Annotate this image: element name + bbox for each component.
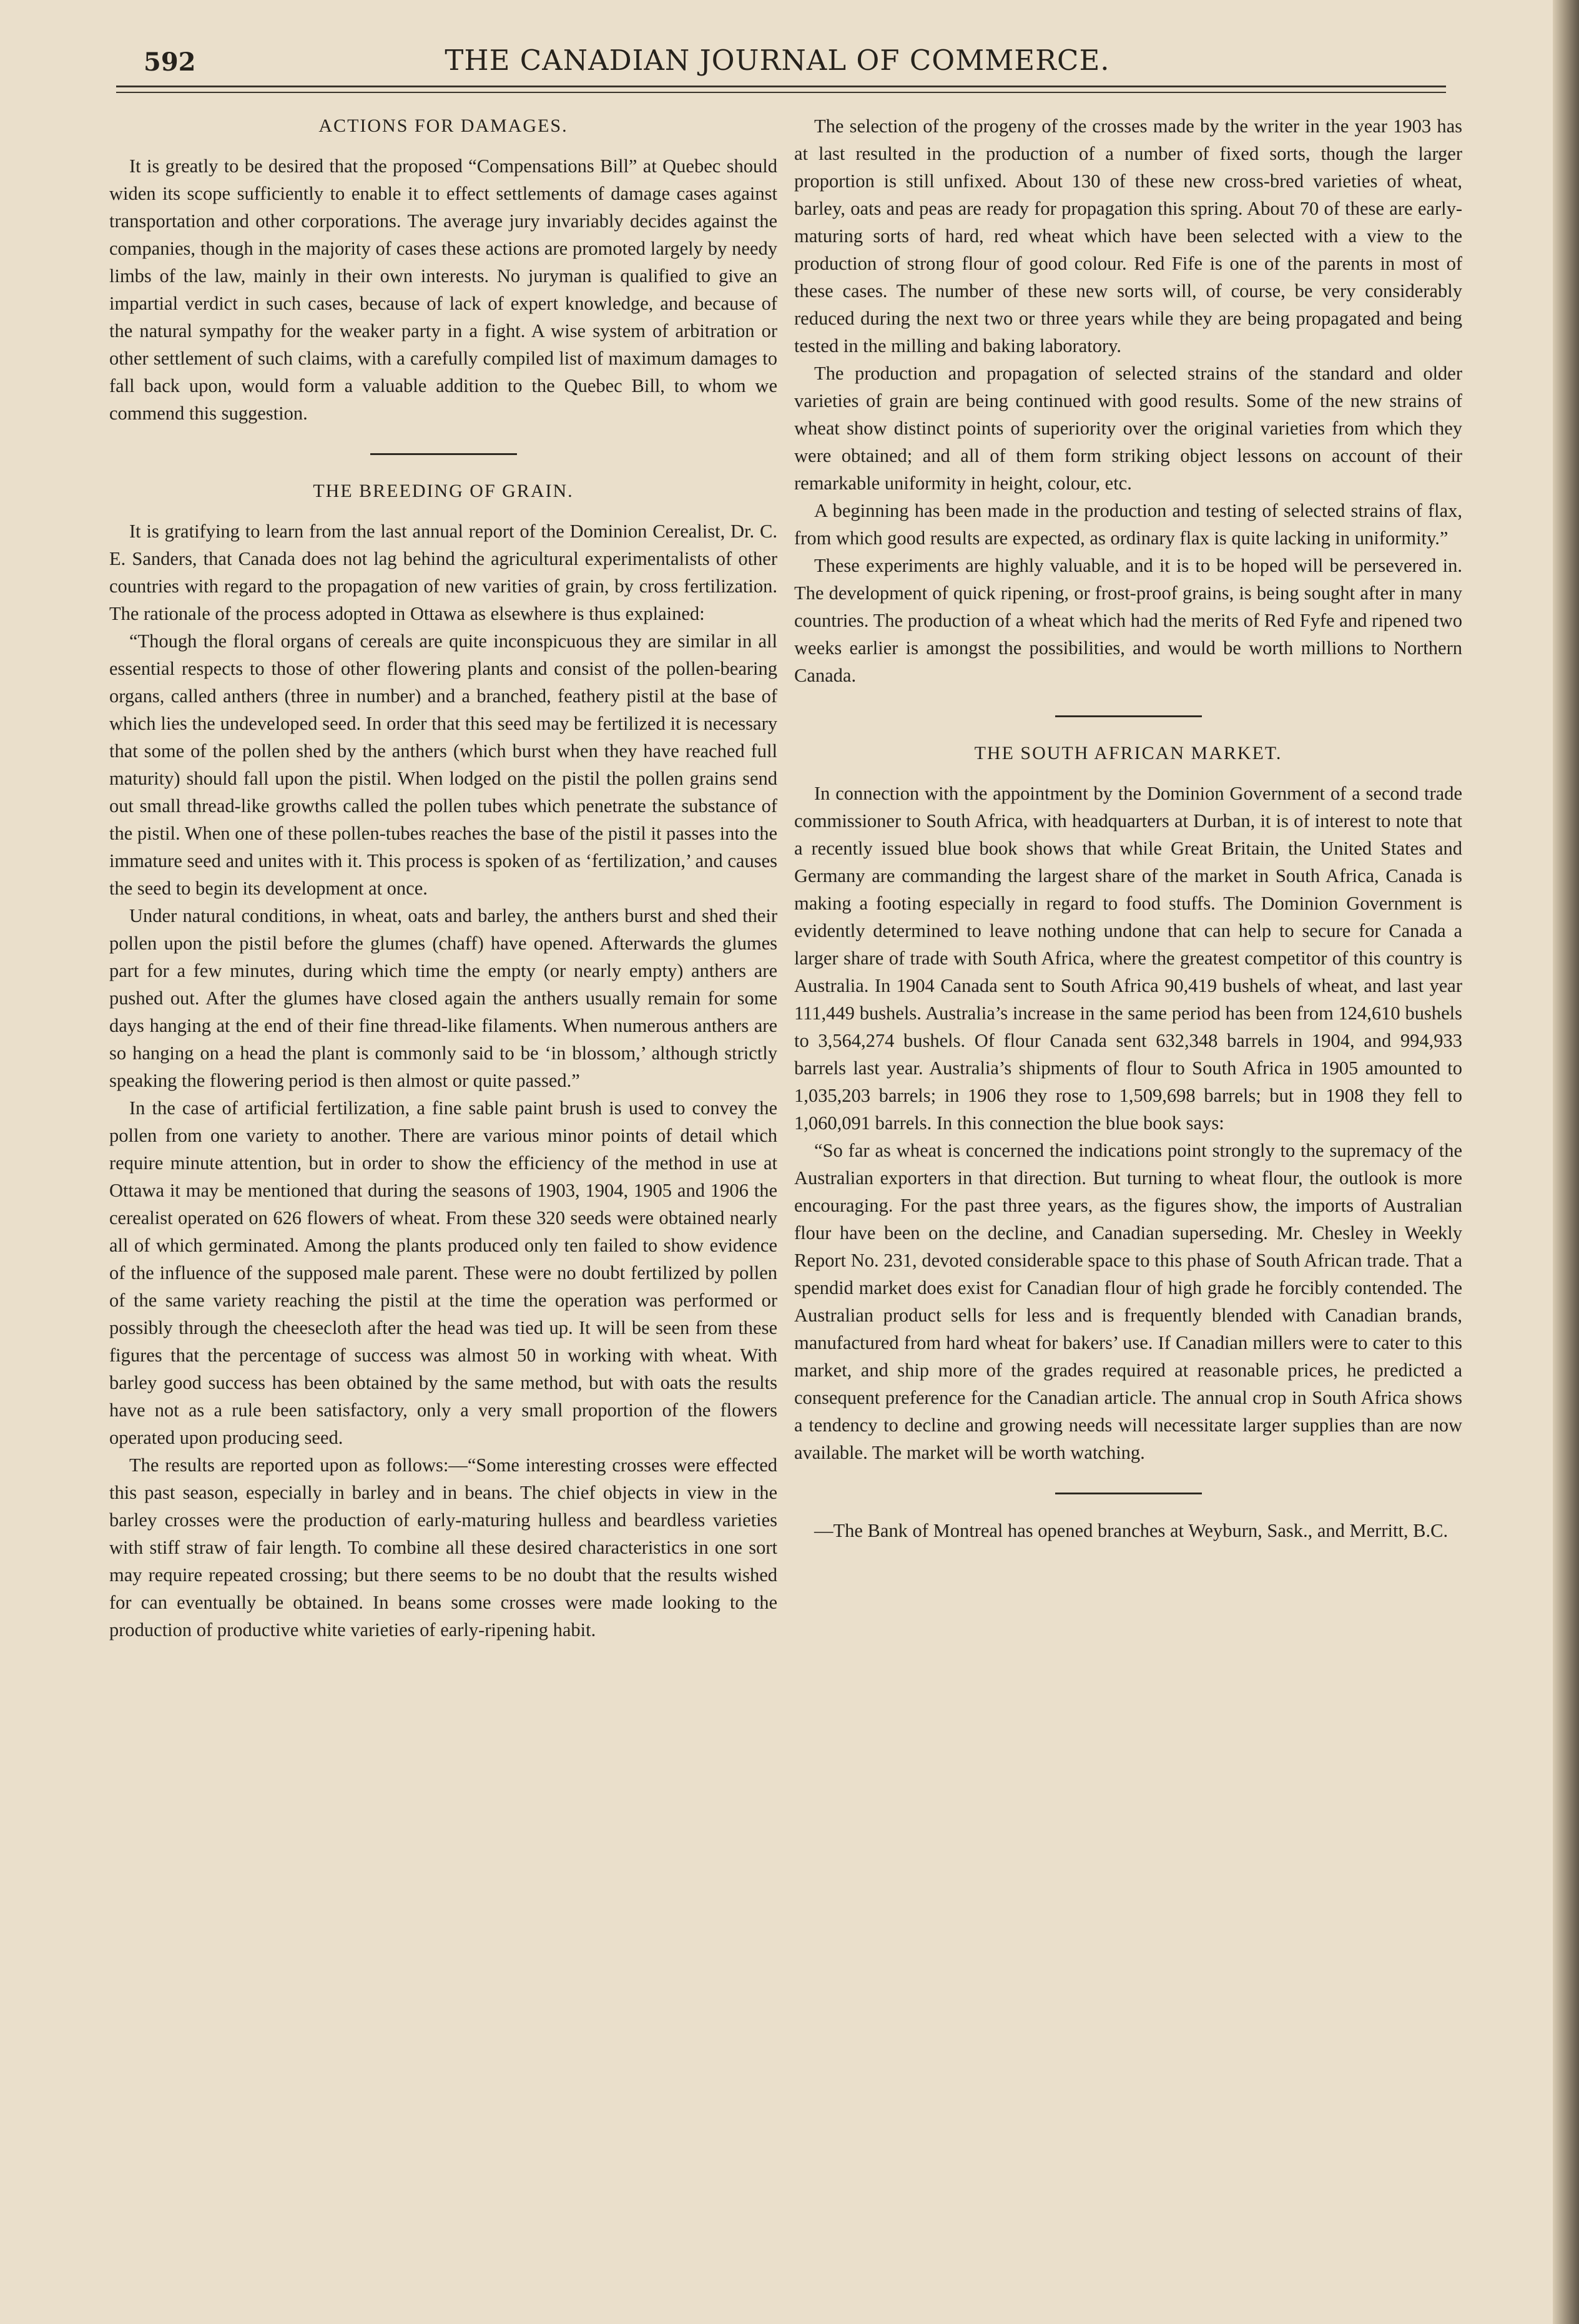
right-column <box>794 112 1462 1544</box>
journal-title: THE CANADIAN JOURNAL OF COMMERCE. <box>445 44 1110 77</box>
article-paragraph: Under natural conditions, in wheat, oats and barley, the anthers burst and shed their pollen upon the pistil before the glumes (chaff) have opened. Afterwards the glumes part for a few minutes, during which time the empty (or nearly empty) anthers are pushed out. After the glumes have closed again the anthers usually remain for some days hanging at the end of their fine thread-like filaments. When numerous anthers are so hanging on a head the plant is commonly said to be ‘in blossom,’ although strictly speaking the flowering period is then almost or quite passed.” <box>109 905 777 1091</box>
article-paragraph: In the case of artificial fertilization, a fine sable paint brush is used to convey the pollen from one variety to another. There are various minor points of detail which require minute attention, but in order to show the efficiency of the method in use at Ottawa it may be mentioned that during the seasons of 1903, 1904, 1905 and 1906 the cerealist operated on 626 flowers of wheat. From these 320 seeds were obtained nearly all of which germinated. Among the plants produced only ten failed to show evidence of the influence of the supposed male parent. These were no doubt fertilized by pollen of the same variety reaching the pistil at the time the operation was performed or possibly through the cheesecloth after the head was tied up. It will be seen from these figures that the percentage of success was almost 50 in working with wheat. With barley good success has been obtained by the same method, but with oats the results have not as a rule been satisfactory, only a very small proportion of the flowers operated upon producing seed. <box>109 1097 777 1448</box>
bank-of-montreal-note: —The Bank of Montreal has opened branches at Weyburn, Sask., and Merritt, B.C. <box>814 1520 1449 1541</box>
section-title-actions-for-damages: ACTIONS FOR DAMAGES. <box>318 115 568 136</box>
article-paragraph: It is greatly to be desired that the proposed “Compensations Bill” at Quebec should widen its scope sufficiently to enable it to effect settlements of damage cases against transportation and other corporations. The average jury invariably decides against the companies, though in the majority of cases these actions are promoted largely by needy limbs of the law, mainly in their own interests. No juryman is qualified to give an impartial verdict in such cases, because of lack of expert knowledge, and because of the natural sympathy for the weaker party in a fight. A wise system of arbitration or other settlement of such claims, with a carefully compiled list of maximum damages to fall back upon, would form a valuable addition to the Quebec Bill, to whom we commend this suggestion. <box>109 155 777 424</box>
article-paragraph: In connection with the appointment by the Dominion Government of a second trade commissioner to South Africa, with headquarters at Durban, it is of interest to note that a recently issued blue book shows that while Great Britain, the United States and Germany are commanding the largest share of the market in South Africa, Canada is making a footing especially in regard to food stuffs. The Dominion Government is evidently determined to leave nothing undone that can help to secure for Canada a larger share of trade with South Africa, where the greatest competitor of this country is Australia. In 1904 Canada sent to South Africa 90,419 bushels of wheat, and last year 111,449 bushels. Australia’s increase in the same period has been from 124,610 bushels to 3,564,274 bushels. Of flour Canada sent 632,348 barrels in 1904, and 994,933 barrels last year. Australia’s shipments of flour to South Africa in 1905 amounted to 1,035,203 barrels; in 1906 they rose to 1,509,698 barrels; but in 1908 they fell to 1,060,091 barrels. In this connection the blue book says: <box>794 783 1462 1134</box>
header-rule-top <box>116 86 1446 87</box>
left-column <box>109 112 777 1644</box>
article-paragraph: The production and propagation of selected strains of the standard and older varieties of grain are being continued with good results. Some of the new strains of wheat show distinct points of superiority over the original varieties from which they were obtained; and all of them form striking object lessons on account of their remarkable uniformity in height, colour, etc. <box>794 363 1462 494</box>
section-title-south-african-market: THE SOUTH AFRICAN MARKET. <box>974 743 1282 763</box>
article-paragraph: It is gratifying to learn from the last annual report of the Dominion Cerealist, Dr. C. E. Sanders, that Canada does not lag behind the agricultural experimentalists of other countries with regard to the propagation of new varities of grain, by cross fertilization. The rationale of the process adopted in Ottawa as elsewhere is thus explained: <box>109 521 777 624</box>
section-divider <box>1055 715 1202 717</box>
article-paragraph: These experiments are highly valuable, and it is to be hoped will be persevered in. The development of quick ripening, or frost-proof grains, is being sought after in many countries. The production of a wheat which had the merits of Red Fyfe and ripened two weeks earlier is amongst the possibilities, and would be worth millions to Northern Canada. <box>794 555 1462 686</box>
header-rule-bottom <box>116 92 1446 93</box>
page-binding-shadow <box>1553 0 1579 2324</box>
article-paragraph: The selection of the progeny of the crosses made by the writer in the year 1903 has at last resulted in the production of a number of fixed sorts, though the larger proportion is still unfixed. About 130 of these new cross-bred varieties of wheat, barley, oats and peas are ready for propagation this spring. About 70 of these are early-maturing sorts of hard, red wheat which have been selected with a view to the production of strong flour of good colour. Red Fife is one of the parents in most of these cases. The number of these new sorts will, of course, be very considerably reduced during the next two or three years while they are being propagated and being tested in the milling and baking laboratory. <box>794 115 1462 356</box>
page-header <box>112 39 1442 82</box>
article-paragraph: “Though the floral organs of cereals are quite inconspicuous they are similar in all essential respects to those of other flowering plants and consist of the pollen-bearing organs, called anthers (three in number) and a branched, feathery pistil at the base of which lies the undeveloped seed. In order that this seed may be fertilized it is necessary that some of the pollen shed by the anthers (which burst when they have reached full maturity) should fall upon the pistil. When lodged on the pistil the pollen grains send out small thread-like growths called the pollen tubes which penetrate the substance of the pistil. When one of these pollen-tubes reaches the base of the pistil it passes into the immature seed and unites with it. This process is spoken of as ‘fertilization,’ and causes the seed to begin its development at once. <box>109 630 777 899</box>
page-number: 592 <box>144 47 196 77</box>
section-divider <box>370 453 517 455</box>
section-title-breeding-of-grain: THE BREEDING OF GRAIN. <box>313 481 574 501</box>
article-paragraph: A beginning has been made in the production and testing of selected strains of flax, from which good results are expected, as ordinary flax is quite lacking in uniformity.” <box>794 500 1462 549</box>
article-paragraph: “So far as wheat is concerned the indications point strongly to the supremacy of the Australian exporters in that direction. But turning to wheat flour, the outlook is more encouraging. For the past three years, as the figures show, the imports of Australian flour have been on the decline, and Canadian superseding. Mr. Chesley in Weekly Report No. 231, devoted considerable space to this phase of South African trade. That a spendid market does exist for Canadian flour of high grade he forcibly contended. The Australian product sells for less and is frequently blended with Canadian brands, manufactured from hard wheat for bakers’ use. If Canadian millers were to cater to this market, and ship more of the grades required at reasonable prices, he predicted a consequent preference for the Canadian article. The annual crop in South Africa shows a tendency to decline and growing needs will necessitate larger supplies than are now available. The market will be worth watching. <box>794 1140 1462 1463</box>
article-paragraph: The results are reported upon as follows:—“Some interesting crosses were effected this past season, especially in barley and in beans. The chief objects in view in the barley crosses were the production of early-maturing hulless and beardless varieties with stiff straw of fair length. To combine all these desired characteristics in one sort may require repeated crossing; but there seems to be no doubt that the results wished for can eventually be obtained. In beans some crosses were made looking to the production of productive white varieties of early-ripening habit. <box>109 1454 777 1640</box>
section-divider <box>1055 1493 1202 1494</box>
